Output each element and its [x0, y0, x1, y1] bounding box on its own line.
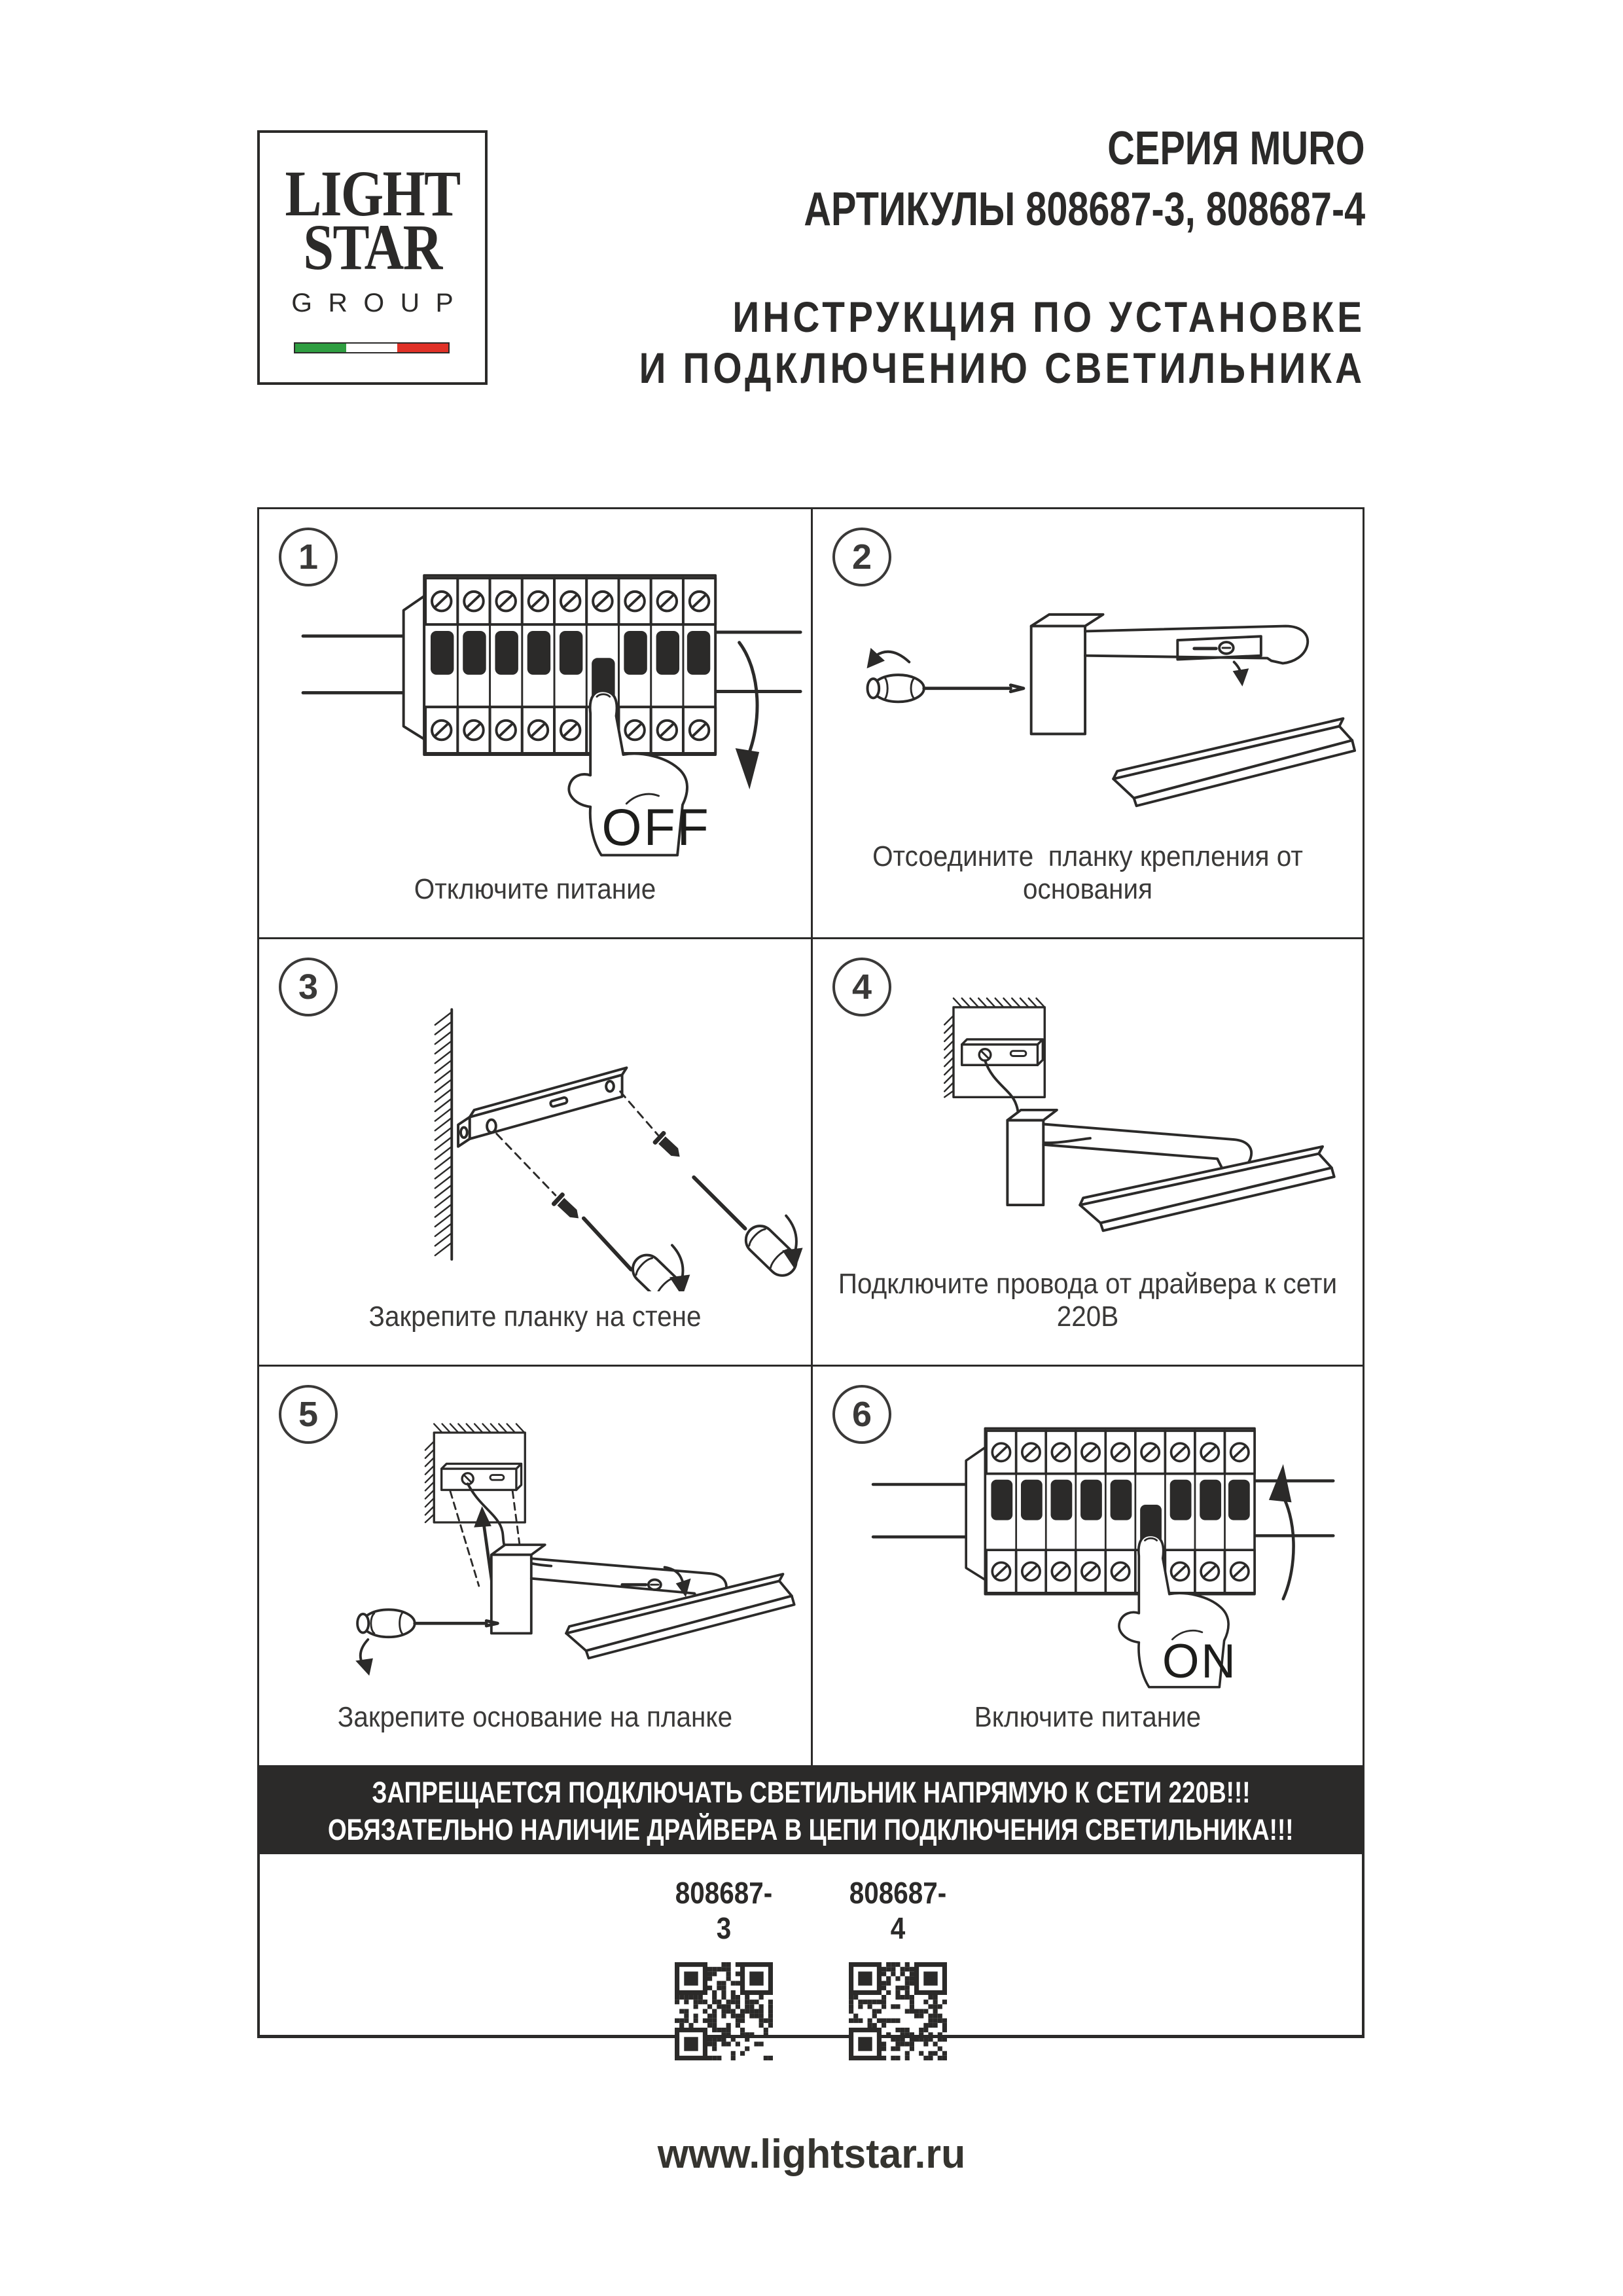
- breaker-on-illustration: [818, 1418, 1357, 1692]
- logo-word-star: STAR: [303, 211, 442, 283]
- logo-word-light: LIGHT: [285, 157, 460, 230]
- article-808687-3: [668, 1875, 779, 2035]
- step-caption: Подключите провода от драйвера к сети 220В: [838, 1268, 1345, 1333]
- step-number: 3: [298, 967, 319, 1007]
- flag-green-stripe: [295, 344, 346, 352]
- breaker-on-icon: [818, 1418, 1357, 1692]
- breaker-off-illustration: [264, 560, 806, 864]
- articles-section: [257, 1854, 1364, 2038]
- qr-code-icon: [849, 1962, 947, 2061]
- website-url: www.lightstar.ru: [657, 2132, 966, 2177]
- flag-red-stripe: [397, 344, 448, 352]
- lightstar-logo: [257, 130, 488, 385]
- on-label: ON: [1162, 1635, 1238, 1689]
- instruction-title-line1: ИНСТРУКЦИЯ ПО УСТАНОВКЕ: [732, 293, 1365, 341]
- detach-plate-illustration: [818, 560, 1357, 864]
- step-cell-1: [259, 509, 811, 937]
- step-caption: Отключите питание: [414, 873, 656, 905]
- mount-plate-illustration: [264, 990, 806, 1291]
- mount-plate-icon: [264, 990, 806, 1291]
- connect-wires-icon: [818, 990, 1357, 1291]
- series-title: СЕРИЯ MURO: [1107, 122, 1365, 175]
- warning-banner: [257, 1767, 1364, 1854]
- step-cell-3: [259, 937, 811, 1365]
- off-label: OFF: [601, 798, 711, 856]
- article-808687-4: [842, 1875, 954, 2035]
- step-caption: Включите питание: [974, 1701, 1202, 1733]
- detach-plate-icon: [818, 560, 1357, 864]
- article-code: 808687-3: [675, 1876, 773, 1945]
- article-code: 808687-4: [849, 1876, 947, 1945]
- connect-wires-illustration: [818, 990, 1357, 1291]
- step-cell-2: [811, 509, 1363, 937]
- instruction-title-line2: И ПОДКЛЮЧЕНИЮ СВЕТИЛЬНИКА: [639, 344, 1365, 392]
- step-number: 2: [851, 537, 872, 577]
- step-caption: Закрепите основание на планке: [337, 1701, 733, 1733]
- step-cell-6: [811, 1365, 1363, 1765]
- fix-base-icon: [264, 1418, 806, 1692]
- fix-base-illustration: [264, 1418, 806, 1692]
- warning-line-1: ЗАПРЕЩАЕТСЯ ПОДКЛЮЧАТЬ СВЕТИЛЬНИК НАПРЯМУЮ К СЕТИ 220В!!!: [371, 1775, 1251, 1809]
- warning-line-2: ОБЯЗАТЕЛЬНО НАЛИЧИЕ ДРАЙВЕРА В ЦЕПИ ПОДКЛЮЧЕНИЯ СВЕТИЛЬНИКА!!!: [328, 1812, 1294, 1846]
- breaker-off-icon: [264, 560, 806, 864]
- articles-title: АРТИКУЛЫ 808687-3, 808687-4: [804, 183, 1365, 236]
- step-caption: Закрепите планку на стене: [368, 1300, 702, 1333]
- qr-code-icon: [675, 1962, 773, 2061]
- step-number: 6: [851, 1395, 872, 1434]
- step-number: 5: [298, 1395, 319, 1434]
- step-cell-4: [811, 937, 1363, 1365]
- step-number: 1: [298, 537, 319, 577]
- logo-word-group: GROUP: [291, 289, 470, 317]
- flag-white-stripe: [346, 344, 397, 352]
- step-number: 4: [851, 967, 872, 1007]
- italian-flag-icon: [294, 342, 450, 353]
- step-cell-5: [259, 1365, 811, 1765]
- steps-grid: [257, 507, 1364, 1767]
- step-caption: Отсоедините планку крепления от основания: [872, 840, 1311, 905]
